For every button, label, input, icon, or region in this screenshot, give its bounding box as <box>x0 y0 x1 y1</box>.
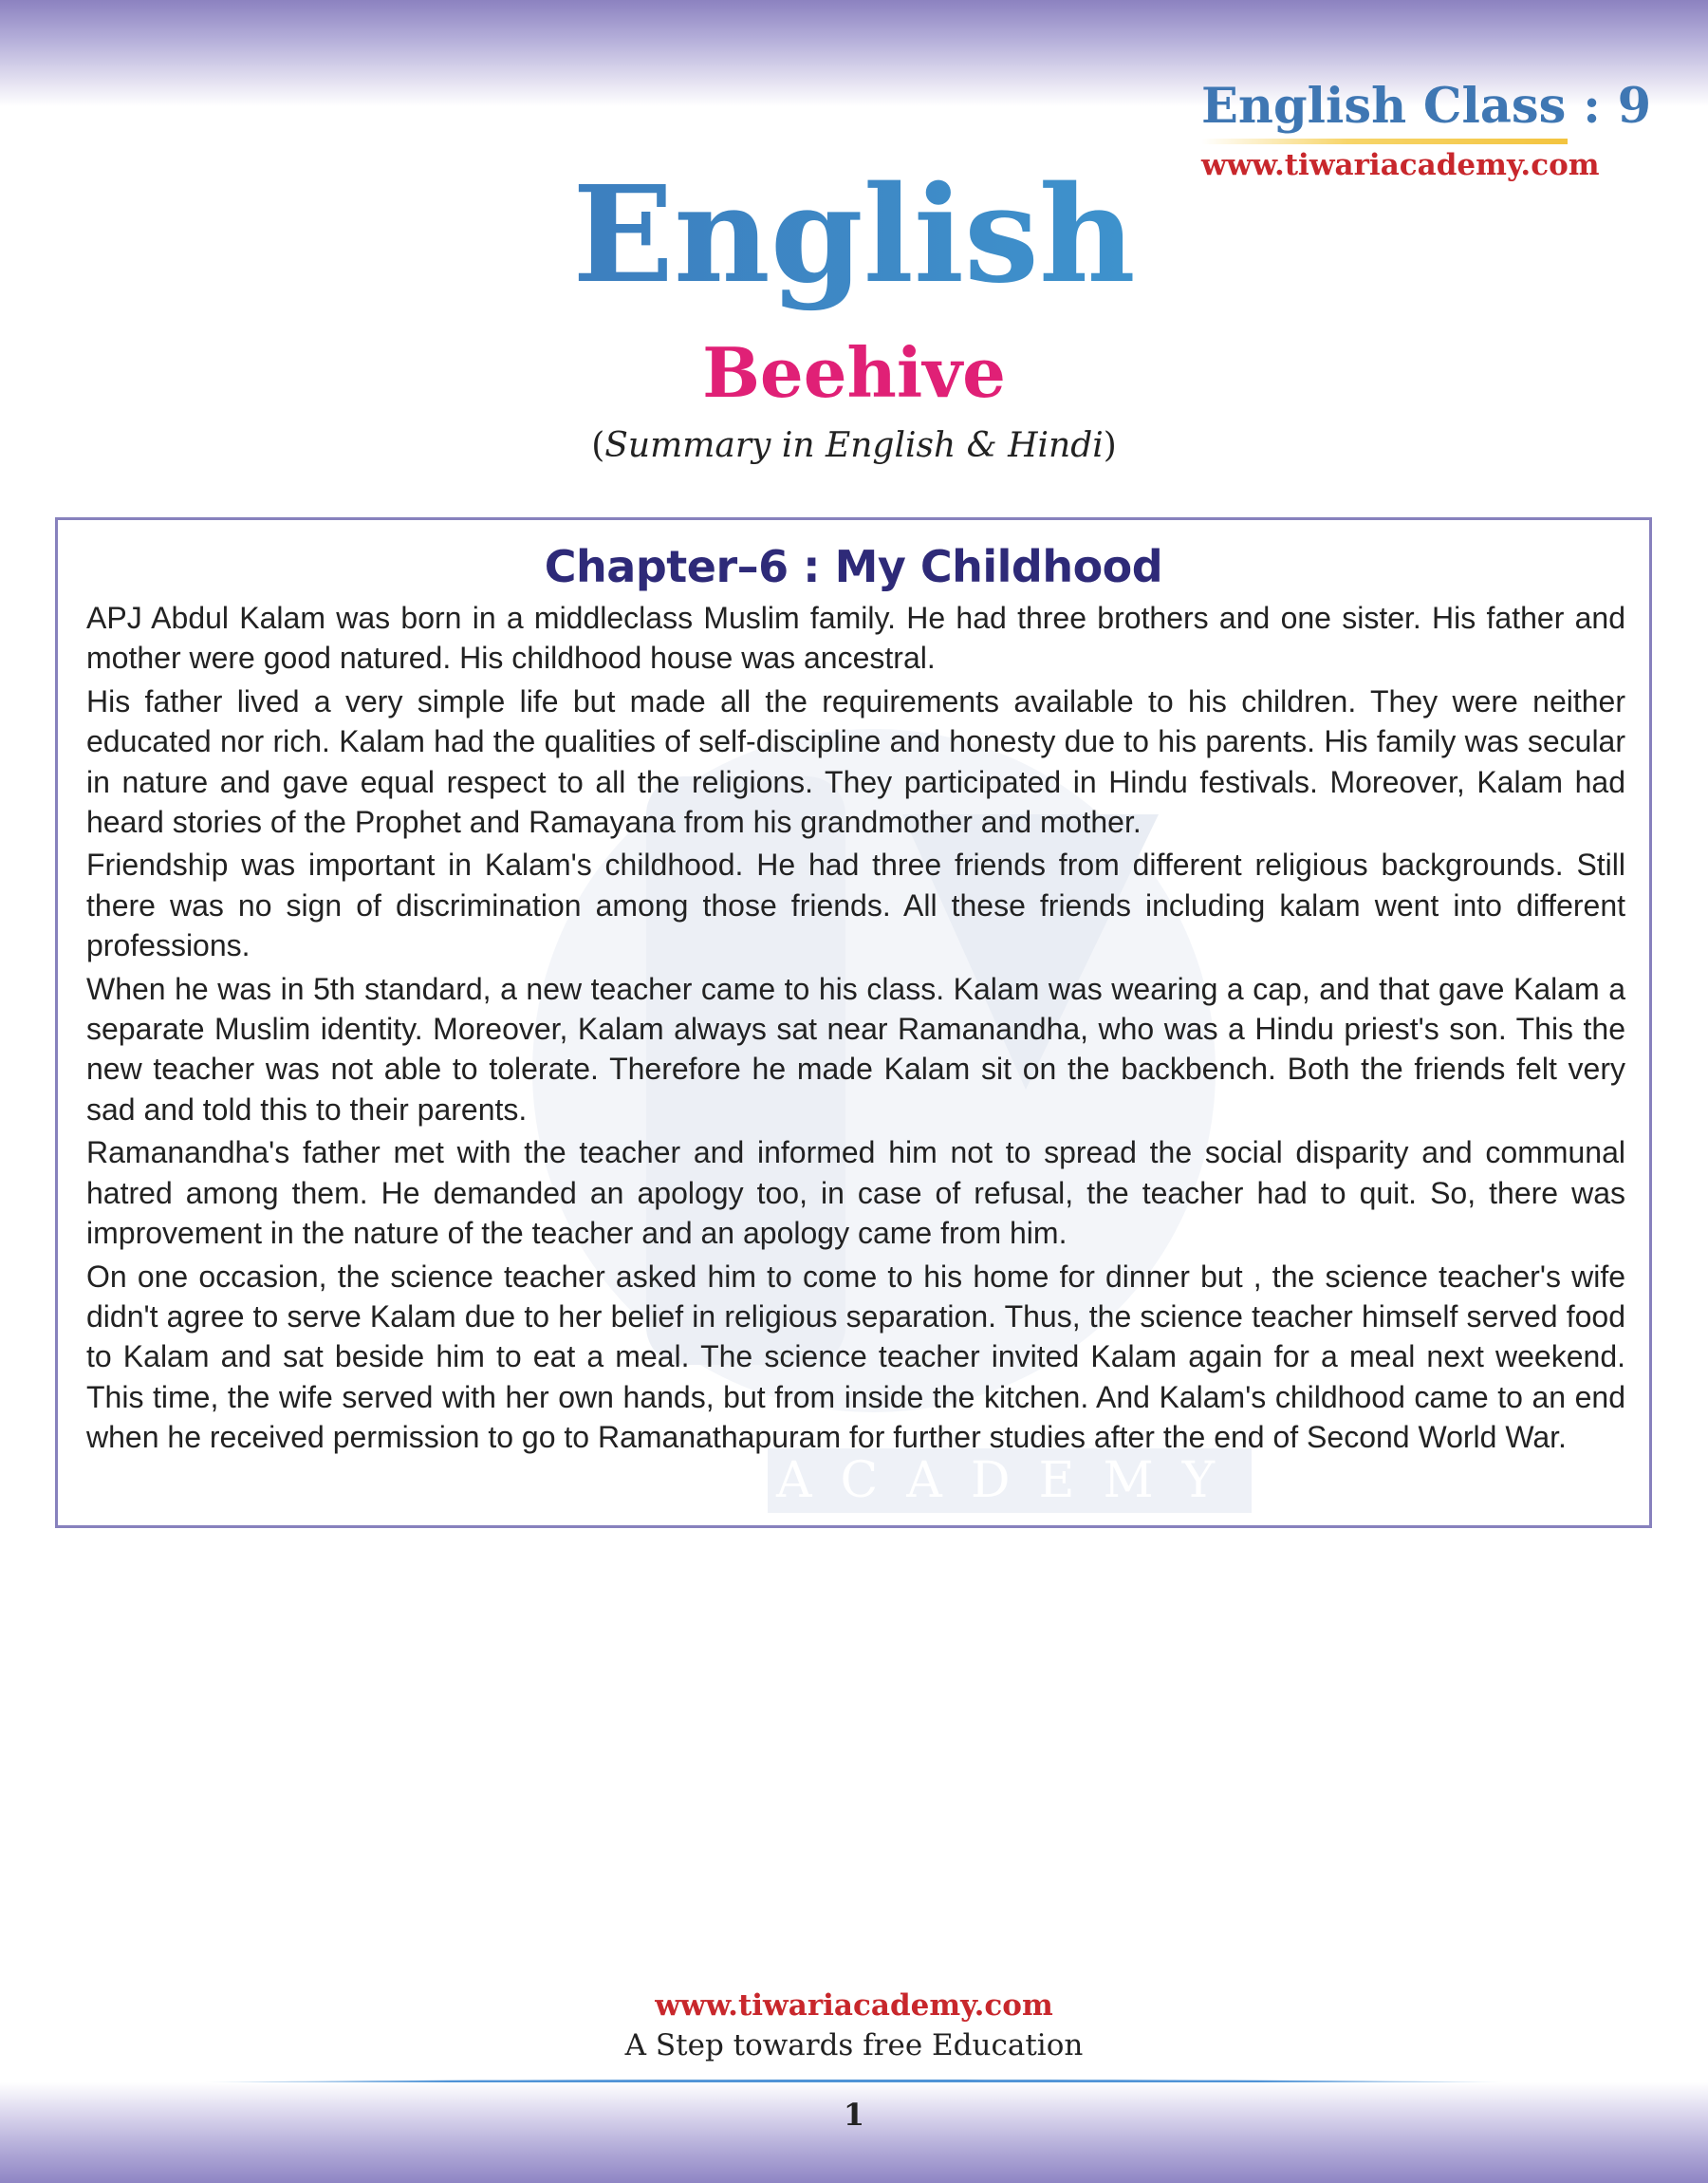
chapter-summary-box <box>55 517 1652 1528</box>
summary-paragraph: Friendship was important in Kalam's childhood. He had three friends from different religious backgrounds. Still there was no sign of discrimination among those friends. All these friends including kalam went into different professions. <box>86 848 1625 963</box>
chapter-heading: Chapter–6 : My Childhood <box>544 541 1163 592</box>
page-number: 1 <box>843 2097 865 2133</box>
summary-paragraph: Ramanandha's father met with the teacher and informed him not to spread the social disparity and communal hatred among them. He demanded an apology too, in case of refusal, the teacher had to quit. So, there was improvement in the nature of the teacher and an apology came from him. <box>86 1135 1625 1251</box>
footer-website-url: www.tiwariacademy.com <box>655 1988 1053 2023</box>
book-subtitle: Beehive <box>702 332 1006 413</box>
watermark-text: ACADEMY <box>768 1448 1252 1513</box>
summary-paragraph: His father lived a very simple life but made all the requirements available to his children. They were neither educated nor rich. Kalam had the qualities of self-discipline and honesty due to his parents. His family was secular in nature and gave equal respect to all the religions. They participated in Hindu festivals. Moreover, Kalam had heard stories of the Prophet and Ramayana from his grandmother and mother. <box>86 683 1625 840</box>
summary-paragraph: APJ Abdul Kalam was born in a middleclass Muslim family. He had three brothers and one sister. His father and mother were good natured. His childhood house was ancestral. <box>86 601 1625 676</box>
class-label: English Class : 9 <box>1201 78 1652 135</box>
page-title: English <box>0 159 1708 311</box>
summary-note <box>0 425 1708 467</box>
class-label-underline <box>1201 139 1568 144</box>
footer-tagline: A Step towards free Education <box>624 2028 1084 2062</box>
summary-open-paren: ( <box>591 426 605 465</box>
summary-paragraph: On one occasion, the science teacher asked him to come to his home for dinner but , the science teacher's wife didn't agree to serve Kalam due to her belief in religious separation. Thus, the science teacher himself served food to Kalam and sat beside him to eat a meal. The science teacher invited Kalam again for a meal next weekend. This time, the wife served with her own hands, but from inside the kitchen. And Kalam's childhood came to an end when he received permission to go to Ramanathapuram for further studies after the end of Second World War. <box>86 1259 1625 1455</box>
summary-note-text: Summary in English & Hindi <box>604 426 1104 465</box>
summary-paragraph: When he was in 5th standard, a new teacher came to his class. Kalam was wearing a cap, and that gave Kalam a separate Muslim identity. Moreover, Kalam always sat near Ramanandha, who was a Hindu priest's son. This the new teacher was not able to tolerate. Therefore he made Kalam sit on the backbench. Both the friends felt very sad and told this to their parents. <box>86 971 1625 1127</box>
summary-paragraphs <box>86 598 1625 1461</box>
summary-close-paren: ) <box>1103 426 1117 465</box>
